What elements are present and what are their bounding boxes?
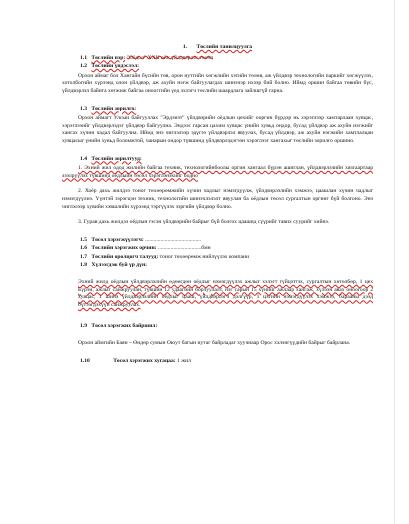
subsection-number: 1.6	[80, 245, 87, 252]
subsection-number: 1.5	[80, 236, 87, 243]
purpose-paragraph: Орхон аймагт Улсын байгууллах "Эрдэнэт" үйлдвэрийн оёдлын цехийг ооргин бүрдэр нь хэрэглээр хамтарлаан хувцас, хэрэглээнйг үйлдвэрлэдэг үйлдвэр байгуулна. Эндээс гарсан цахим хувцас үнийн хувьд ондор, бусад үйлдвэр аж ахуйн нэгжийг хангах хүчин чадал байгуулна. Иймд энэ чиглэлээр эдүгээ үйлдвэрлэл явуулах, бусад үйлдвэр, аж ахуйн нэгжийн хамтлалцан хувцасыг үнийн хувьд боломжтой, чанарын ондор түвшинд үйлдвэрлэдэгээн хэрэглээг хангахыг төслийн зорилго оршино.	[62, 115, 373, 144]
subsection-number: 1.7	[80, 253, 87, 260]
section-title	[62, 44, 373, 52]
subsection-1-5	[62, 237, 373, 245]
subsection-label: Төслийн хэрэгжих орчин:	[91, 245, 157, 252]
subsection-1-9	[62, 323, 373, 331]
subsection-label: Төсөл хэрэгжих байршил:	[91, 323, 158, 330]
environment-value: ...............................бмн	[157, 245, 211, 252]
section-title-text: Төслийн танилцуулга	[196, 44, 253, 50]
subsection-1-3	[62, 106, 373, 114]
subsection-1-7	[62, 254, 373, 262]
subsection-number: 1.1	[80, 54, 87, 61]
implementer-value: ........................................	[145, 236, 202, 243]
rationale-paragraph: Орхон аймаг бол Хангайн бүсийн төв, орон нутгийн хөгжлийн хэтийн төлөв, аж үйлдвэр технологийн паркийг хөгжүүлэх, хотолбогийн хүрээнд олон үйлдвэр, аж ахуйн нэгж байгуулагдах шинэчэр ихээр бий болно. Иймд оршин байгаа төвийн бүс, үйлдвэрлэл байнга хөгжиж байгаа онооггийн үед эхлэгч төслийн шаардлага зайлшгүй гарна.	[62, 72, 373, 94]
expected-results-paragraph: Эхний жилд оёдлын үйлдвэрлэлийн өдөөгдөн оёдлыг нэмэгдүүлэх ажлыг хэлэгт гүйцэтгэх, сургалтын хөтөлбөр, 1 цех Бүрэн, ажлыг сайжруулан, түвшин 12 удаагийн борлуулалт, нэг сарын 15 хүнийг ажлаар хангаж, хүлээн авах оноогоор 2 хувцас, 1 шинэ үйлдвэрлэлийн оёдлыг цааш, үйлдвэрлэгч дэлгүүр, 1 цэгийн нэмэгдүүлэх хэмжээ, барааны дээд бүтээгдэхүүн сайжруулах.	[78, 279, 373, 308]
subsection-1-4	[62, 156, 373, 164]
subsection-number: 1.2	[80, 63, 87, 70]
subsection-1-8	[62, 262, 373, 270]
subsection-number: 1.3	[80, 105, 87, 112]
subsection-number: 1.4	[80, 155, 87, 162]
participants-value: тоног төхөөрөмж нийлүүлэх компани	[159, 253, 249, 260]
subsection-label: Төсөл хэрэгжих хугацаа:	[113, 357, 176, 364]
goal-item-2: 2. Хоёр дахь жилдээ тоног төхөөрөмжийн хүчин чадлыг нэмэгдүүлж, үйлдвэрлэлийн хэмжээ, цаашлан хүчин чадлыг нэмэгдүүлнэ. Үүнтэй зэрэгцэн техник, технологийн шинэчлэлэлт явуулан ба оёдлын төсөл сургалтын оргинг бүй болгоно. Энэ чиглэлээр хувийн хэвшлийн хүрээнд тэргүүлэх зэргийн үйлдвэр болно.	[62, 188, 373, 210]
subsection-number: 1.10	[80, 357, 90, 364]
subsection-1-10	[62, 358, 373, 366]
subsection-label: Төслийн зорилго:	[91, 105, 137, 112]
subsection-number: 1.8	[80, 262, 87, 269]
subsection-label: Төслийн нэр:	[91, 54, 126, 61]
subsection-number: 1.9	[80, 323, 87, 330]
subsection-1-1	[62, 55, 373, 63]
subsection-label: Төслийн зорилтууд:	[91, 155, 142, 162]
page-edge-divider	[394, 0, 395, 524]
duration-value: 1 жил	[177, 357, 191, 364]
subsection-label: Хүлээгдэж буй үр дүн:	[91, 262, 148, 269]
subsection-label: Төслийн оролцогч талууд:	[91, 253, 159, 260]
subsection-label: Төслийн үндэслэл:	[91, 63, 139, 70]
location-paragraph: Орхон аймгийн Баян – Өндөр сумын Оюут багын нутаг байрладаг хуучнаар Орос хэлэнгүүдийн байрыг байрлана.	[78, 340, 351, 347]
subsection-1-2	[62, 63, 373, 71]
goal-item-3: 3. Гурав дахь жилдээ оёдлын гэсэн үйлдвэрийн байрыг бүй болгох цаашид сүүрийг тавих суурийг хийнэ.	[78, 219, 330, 226]
section-title-number: 1.	[182, 44, 188, 50]
subsection-1-6	[62, 245, 373, 253]
goal-item-1: 1. Эхний жил одод жилийн байгаа техник, технологийнбоолы оргин хангаал бүрэн ашиглан, үйлдвэрлэлийн хязгаартаар зээлрүүлэх түвшинд оёдлыйн төсөл хэрэглэнэхийг бодно	[62, 165, 373, 179]
project-name-value: "Оёдол" ХХК оёж үйлдвэрлэх төсөл	[126, 54, 213, 61]
subsection-label: Төсөл хэрэгжүүлэгч:	[91, 236, 144, 243]
